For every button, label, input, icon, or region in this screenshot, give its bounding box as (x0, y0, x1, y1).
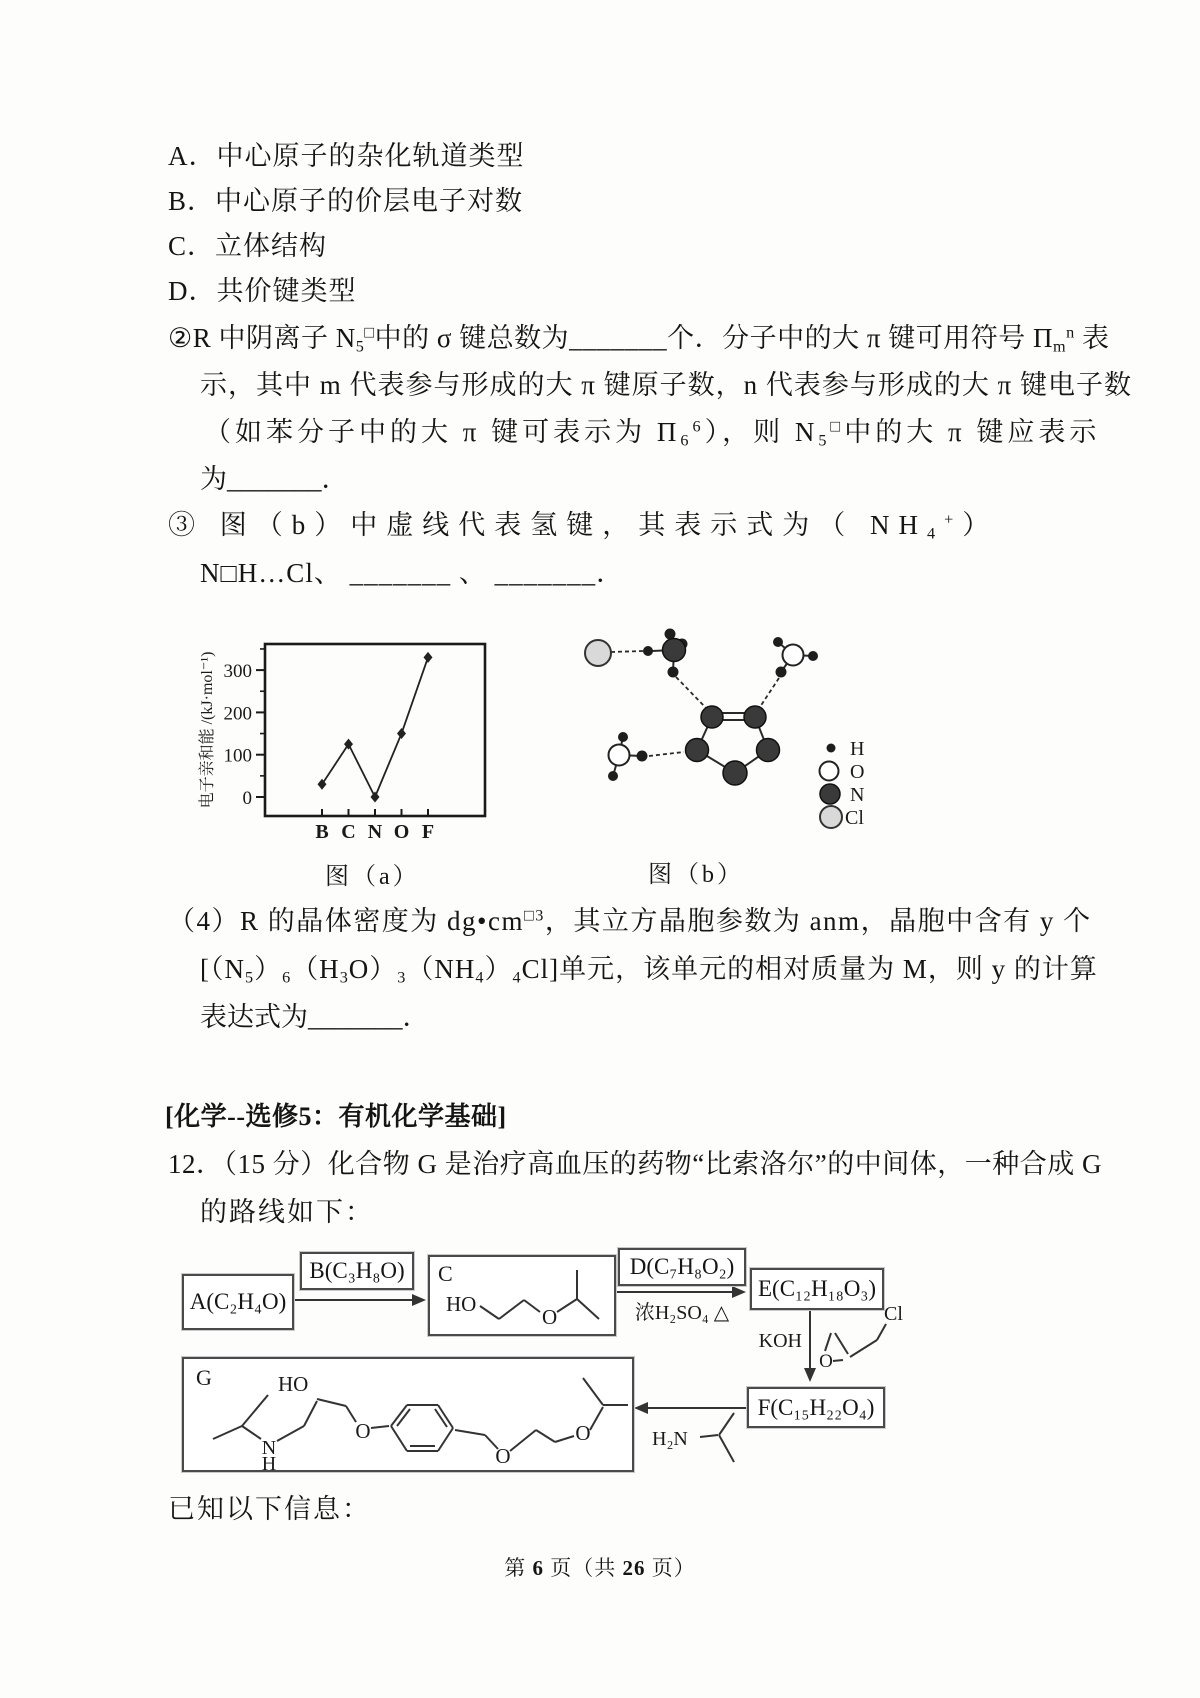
svg-text:0: 0 (242, 788, 252, 809)
svg-text:O: O (393, 821, 410, 843)
compound-b-formula: B(C₃H₈O) (309, 1258, 405, 1283)
figure-b-caption: 图（b） (648, 862, 744, 888)
compound-g-box (182, 1357, 634, 1472)
q3-line2: N□H…Cl、 _______ 、 _______． (200, 558, 625, 588)
q2-line1: ②R 中阴离子 N5□中的 σ 键总数为_______个．分子中的大 π 键可用符号 $\Pi m^n$ 表 (168, 323, 1110, 356)
svg-text:B: B (315, 821, 329, 843)
svg-text:C: C (341, 821, 356, 843)
arrow-e-to-f-head (804, 1368, 816, 1382)
compound-b-box (300, 1252, 414, 1290)
pentazolate-ring (686, 706, 780, 785)
q12-line1: 12．（15 分）化合物 G 是治疗高血压的药物“比索洛尔”的中间体，一种合成 G (168, 1149, 1102, 1179)
compound-c-box (428, 1255, 616, 1336)
page-number: 第 6 页（共 26 页） (504, 1556, 696, 1580)
q12-line2: 的路线如下： (200, 1197, 374, 1227)
water-group-bottom (608, 732, 648, 781)
option-c: C．立体结构 (168, 231, 328, 261)
svg-text:N: N (367, 821, 383, 843)
hydrogen-bond-molecule-diagram (515, 572, 915, 847)
svg-text:300: 300 (223, 661, 252, 683)
arrow-f-to-g-head (634, 1402, 648, 1414)
legend (820, 738, 865, 829)
synthesis-route-diagram (160, 1240, 960, 1490)
epoxide-cl-label: Cl (884, 1303, 903, 1325)
cl-atom (585, 640, 611, 666)
compound-f-formula: F(C₁₅H₂₂O₄) (757, 1394, 875, 1420)
svg-text:电子亲和能 /(kJ·mol⁻¹): 电子亲和能 /(kJ·mol⁻¹) (199, 651, 216, 809)
q2-line3: （如苯分子中的大 π 键可表示为 $\Pi 6^6$），则 N5□中的大 π 键应表示 (204, 417, 1101, 450)
epoxide-o-label: O (819, 1351, 833, 1372)
section-header: [化学--选修5：有机化学基础] (165, 1102, 507, 1131)
water-group-top (773, 637, 818, 678)
compound-g-o2-label: O (495, 1444, 511, 1468)
compound-d-formula: D(C₇H₈O₂) (629, 1254, 735, 1279)
compound-d-box (618, 1248, 746, 1286)
o-atom-legend-icon (820, 762, 839, 781)
compound-e-formula: E(C₁₂H₁₈O₃) (757, 1276, 877, 1301)
compound-g-h-label: H (261, 1453, 277, 1470)
legend-label-o: O (850, 761, 865, 783)
q4-line1: （4）R 的晶体密度为 $dg•cm^{□3}$，其立方晶胞参数为 anm，晶胞中含有 y 个 (168, 906, 1092, 936)
svg-text:200: 200 (223, 703, 252, 725)
q2-line4: 为_______． (200, 464, 349, 494)
compound-g-ho-label: HO (278, 1372, 309, 1396)
compound-c-o-label: O (542, 1305, 558, 1329)
amine-label: H₂N (652, 1428, 688, 1450)
q3-line1: ③ 图（b）中虚线代表氢键，其表示式为（ NH4+） (168, 510, 999, 543)
q2-line2: 示，其中 m 代表参与形成的大 π 键原子数，n 代表参与形成的大 π 键电子数 (200, 370, 1133, 400)
condition-acid-label: 浓H₂SO₄ △ (634, 1302, 730, 1324)
legend-label-n: N (850, 784, 865, 806)
arrow-a-to-c-head (412, 1294, 426, 1306)
option-b: B．中心原子的价层电子对数 (168, 186, 524, 216)
figure-a-caption: 图（a） (325, 864, 420, 890)
compound-e-box (750, 1268, 884, 1310)
h-atom-legend-icon (827, 744, 836, 753)
known-info-label: 已知以下信息： (168, 1494, 371, 1524)
svg-text:F: F (421, 821, 435, 843)
compound-c-ho-label: HO (446, 1292, 477, 1316)
compound-c-label: C (438, 1261, 453, 1286)
cl-atom-legend-icon (820, 806, 842, 828)
condition-koh-label: KOH (758, 1330, 802, 1352)
n-atom-legend-icon (820, 784, 840, 804)
compound-c-structure (430, 1257, 614, 1334)
compound-g-structure (184, 1359, 632, 1470)
compound-a-box (182, 1274, 294, 1330)
compound-a-formula: A(C₂H₄O) (189, 1289, 287, 1314)
svg-text:100: 100 (223, 745, 252, 767)
q4-line2: [（N5）6（H3O）3（NH4）4Cl]单元，该单元的相对质量为 M，则 y 的计算 (200, 954, 1098, 987)
compound-g-label: G (196, 1365, 212, 1390)
legend-label-h: H (850, 738, 865, 760)
option-d: D．共价键类型 (168, 276, 357, 306)
ammonium-group (643, 629, 688, 678)
q4-line3: 表达式为_______． (200, 1002, 430, 1032)
compound-g-o3-label: O (575, 1421, 591, 1445)
compound-f-box (747, 1387, 885, 1428)
arrow-c-to-e-head (732, 1286, 746, 1298)
option-a: A．中心原子的杂化轨道类型 (168, 141, 525, 171)
legend-label-cl: Cl (845, 807, 864, 829)
electron-affinity-chart (190, 598, 500, 858)
compound-g-o1-label: O (355, 1419, 371, 1443)
compound-g-n-label: N (261, 1437, 277, 1459)
